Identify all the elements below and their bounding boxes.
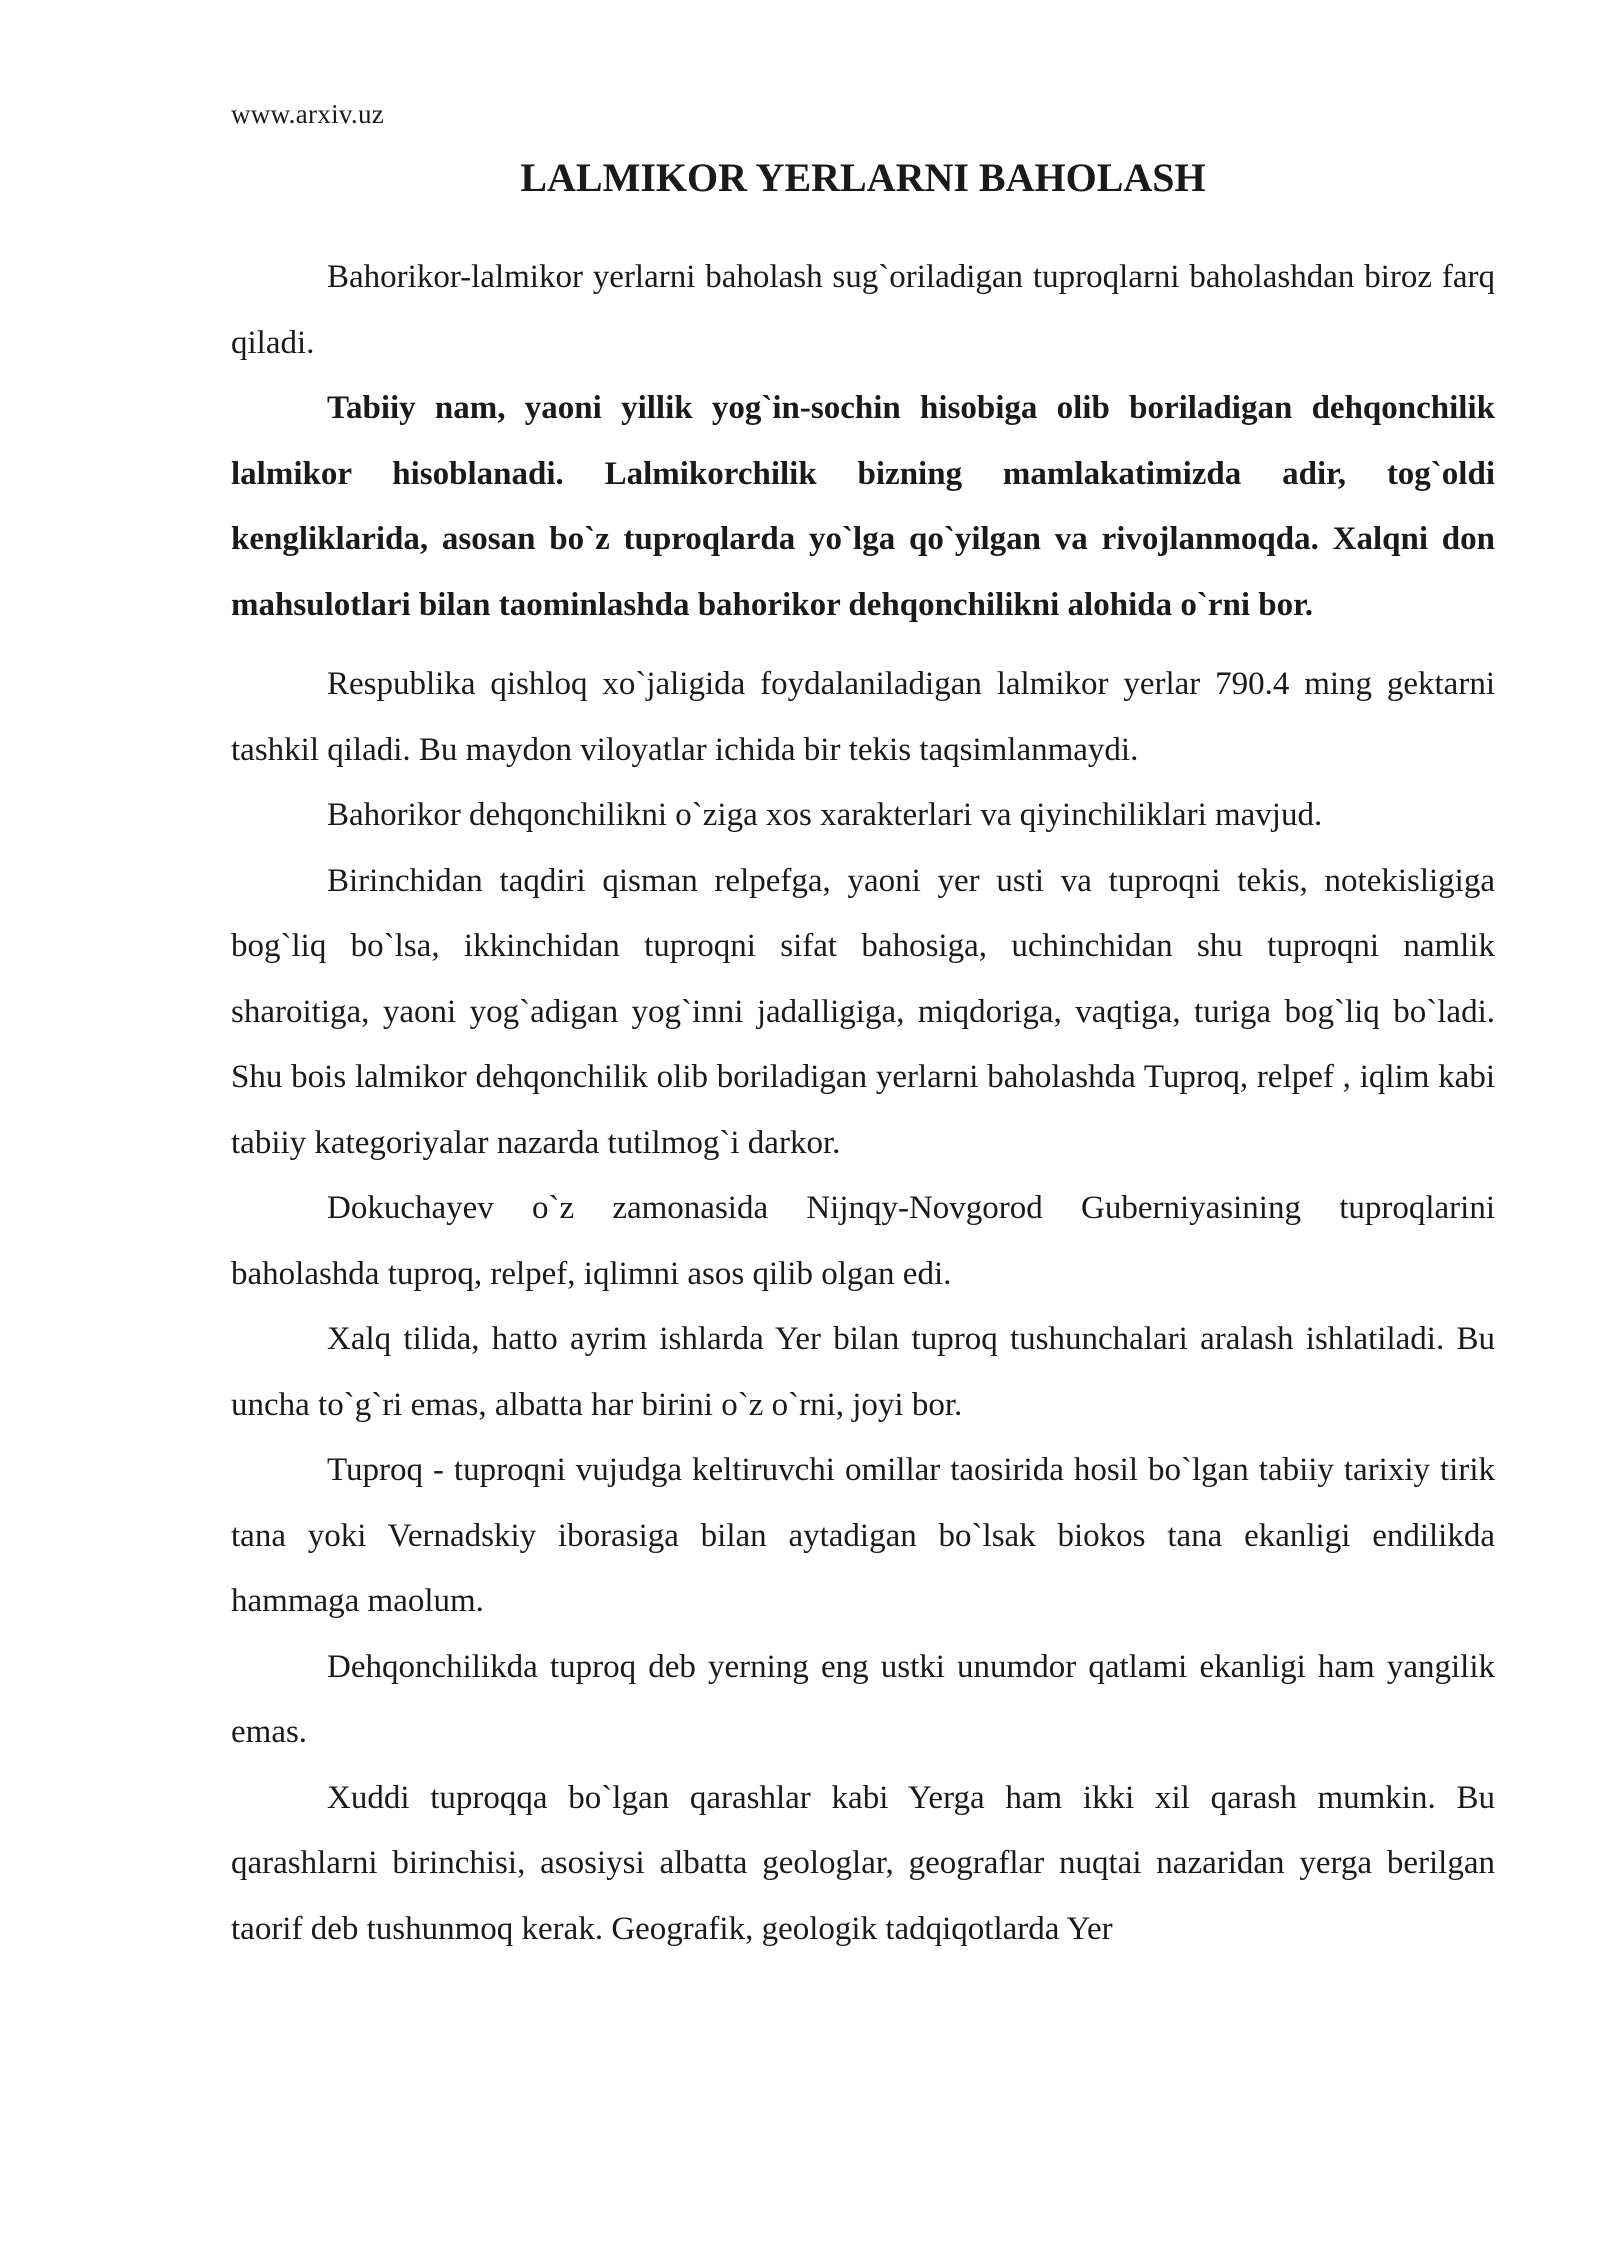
header-url: www.arxiv.uz xyxy=(231,99,385,129)
paragraph: Xalq tilida, hatto ayrim ishlarda Yer bilan tuproq tushunchalari aralash ishlatiladi. Bu uncha to`g`ri emas, albatta har birini o`z o`rni, joyi bor. xyxy=(231,1321,1495,1423)
paragraph: Xuddi tuproqqa bo`lgan qarashlar kabi Yerga ham ikki xil qarash mumkin. Bu qarashlarni birinchisi, asosiysi albatta geologlar, geograflar nuqtai nazaridan yerga berilgan taorif deb tushunmoq kerak. Geografik, geologik tadqiqotlarda Yer xyxy=(231,1779,1495,1947)
paragraph: Dehqonchilikda tuproq deb yerning eng ustki unumdor qatlami ekanligi ham yangilik emas. xyxy=(231,1648,1495,1750)
paragraph: Birinchidan taqdiri qisman relpefga, yaoni yer usti va tuproqni tekis, notekisligiga bog`liq bo`lsa, ikkinchidan tuproqni sifat bahosiga, uchinchidan shu tuproqni namlik sharoitiga, yaoni yog`adigan yog`inni jadalligiga, miqdoriga, vaqtiga, turiga bog`liq bo`ladi. Shu bois lalmikor dehqonchilik olib boriladigan yerlarni baholashda Tuproq, relpef , iqlim kabi tabiiy kategoriyalar nazarda tutilmog`i darkor. xyxy=(231,862,1495,1161)
paragraph: Bahorikor-lalmikor yerlarni baholash sug`oriladigan tuproqlarni baholashdan biroz farq qiladi. xyxy=(231,259,1495,361)
document-title: LALMIKOR YERLARNI BAHOLASH xyxy=(520,155,1206,200)
paragraph: Respublika qishloq xo`jaligida foydalaniladigan lalmikor yerlar 790.4 ming gektarni tashkil qiladi. Bu maydon viloyatlar ichida bir tekis taqsimlanmaydi. xyxy=(231,666,1495,768)
document-body xyxy=(231,245,1495,1962)
paragraph-bold: Tabiiy nam, yaoni yillik yog`in-sochin hisobiga olib boriladigan dehqonchilik lalmikor hisoblanadi. Lalmikorchilik bizning mamlakatimizda adir, tog`oldi kengliklarida, asosan bo`z tuproqlarda yo`lga qo`yilgan va rivojlanmoqda. Xalqni don mahsulotlari bilan taominlashda bahorikor dehqonchilikni alohida o`rni bor. xyxy=(231,390,1495,623)
paragraph: Tuproq - tuproqni vujudga keltiruvchi omillar taosirida hosil bo`lgan tabiiy tarixiy tirik tana yoki Vernadskiy iborasiga bilan aytadigan bo`lsak biokos tana ekanligi endilikda hammaga maolum. xyxy=(231,1452,1495,1619)
paragraph: Dokuchayev o`z zamonasida Nijnqy-Novgorod Guberniyasining tuproqlarini baholashda tuproq, relpef, iqlimni asos qilib olgan edi. xyxy=(231,1190,1495,1292)
paragraph: Bahorikor dehqonchilikni o`ziga xos xarakterlari va qiyinchiliklari mavjud. xyxy=(327,797,1323,833)
